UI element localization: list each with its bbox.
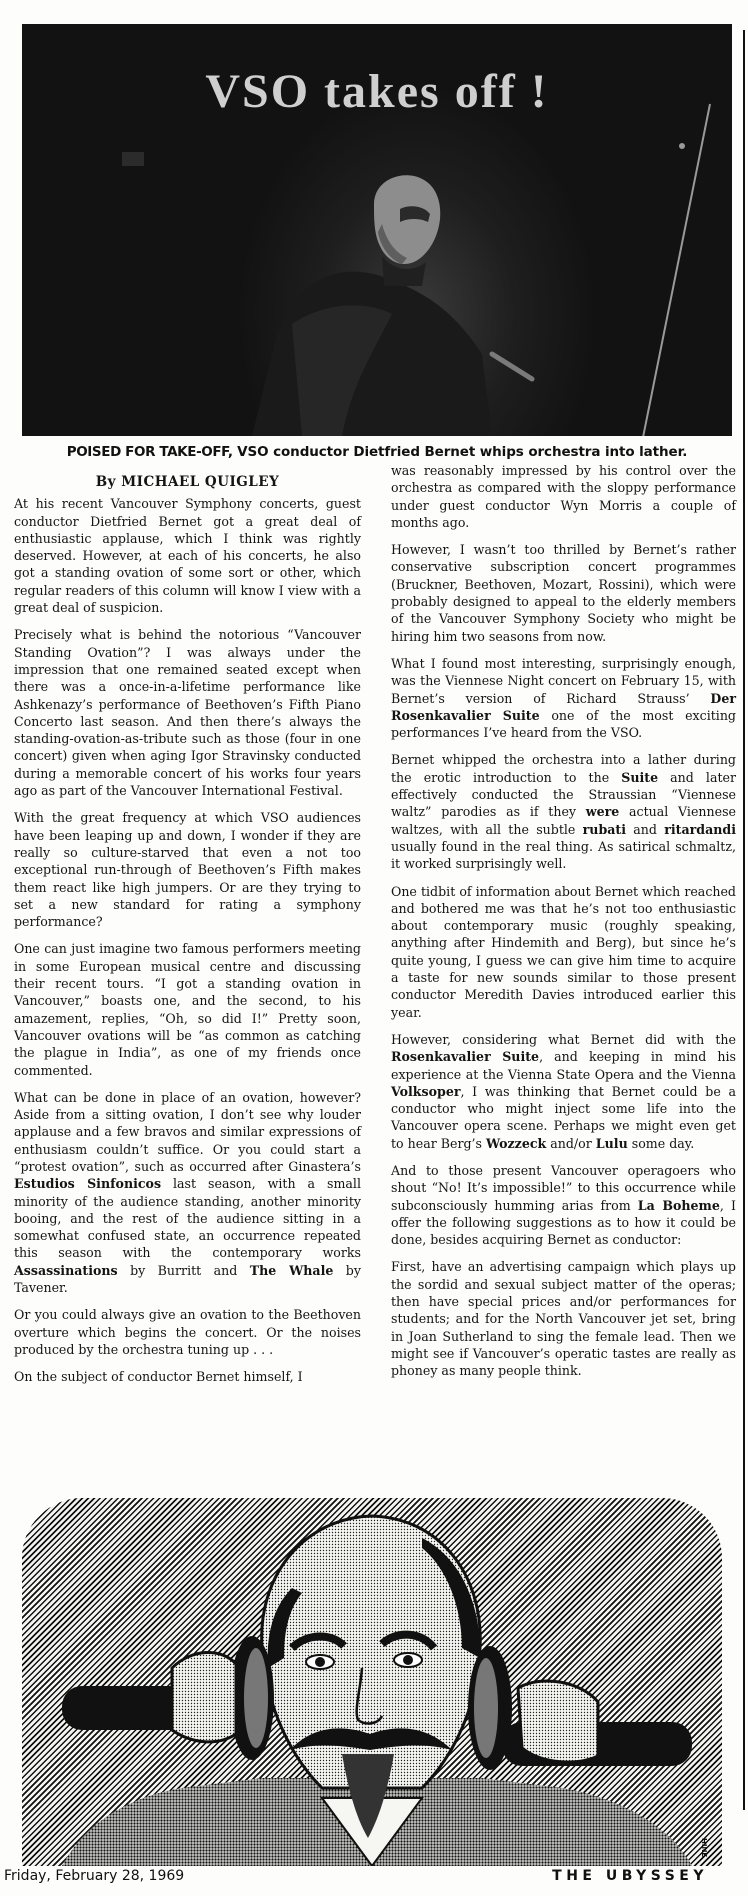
text-run: was reasonably impressed by his control over the orchestra as compared with the sloppy performance under guest conductor Wyn Morris a couple of months ago. <box>391 463 736 530</box>
text-run: One tidbit of information about Bernet which reached and bothered me was that he’s not too enthusiastic about contemporary music (roughly speaking, anything after Hindemith and Berg), but since he’s quite young, I guess we can give him time to acquire a taste for new sounds similar to those present conductor Meredith Davies introduced earlier this year. <box>391 883 736 1020</box>
byline: By MICHAEL QUIGLEY <box>95 474 280 490</box>
article-paragraph <box>14 495 361 616</box>
bearded-man-engraving <box>22 1498 722 1866</box>
work-title: Rosenkavalier Suite <box>391 1049 540 1065</box>
caption-lead: POISED FOR TAKE-OFF, <box>66 444 233 460</box>
text-run: One can just imagine two famous performers meeting in some European musical centre and discussing their recent tours. “I got a standing ovation in Vancouver,” boasts one, and the second, to his amazement, replies, “Oh, so did I!” Pretty soon, Vancouver ovations will be “as common as catching the plague in India”, as one of my friends once commented. <box>14 941 361 1078</box>
caption-text: VSO conductor Dietfried Bernet whips orchestra into lather. <box>232 444 688 460</box>
text-run: by Burritt and <box>117 1262 250 1278</box>
work-title: were <box>585 804 620 820</box>
text-run: last season, with a small minority of the audience standing, another minority booing, and the rest of the audience sitting in a somewhat confused state, an occurrence repeated this season with the contemporary works <box>14 1176 361 1261</box>
headline: VSO takes off ! <box>205 65 549 118</box>
text-run: , and keeping in mind his experience at the Vienna State Opera and the Vienna <box>391 1049 736 1082</box>
article-paragraph <box>14 940 361 1078</box>
text-run: With the great frequency at which VSO audiences have been leaping up and down, I wonder if they are really so culture-starved that even a not too exceptional run-through of Beethoven’s Fifth makes them react like high jumpers. Or are they trying to set a new standard for rating a symphony performance? <box>14 810 361 930</box>
article-paragraph <box>391 1162 736 1248</box>
newspaper-name: THE UBYSSEY <box>552 1868 708 1884</box>
text-run: and/or <box>546 1135 596 1151</box>
article-paragraph <box>14 1089 361 1297</box>
article-paragraph <box>14 626 361 799</box>
text-run: one of the most exciting performances I’ve heard from the VSO. <box>391 707 736 741</box>
text-run: and later effectively conducted the Straussian “Viennese waltz” parodies as if they <box>391 769 736 820</box>
work-title: Estudios Sinfonicos <box>14 1176 162 1192</box>
text-run: First, have an advertising campaign which plays up the sordid and sexual subject matter of the operas; then have special prices and/or performances for students; and for the North Vancouver jet set, bring in Joan Sutherland to sing the female lead. Then we might see if Vancouver’s operatic tastes are really as phoney as many people think. <box>391 1259 736 1379</box>
work-title: Der Rosenkavalier Suite <box>391 690 736 723</box>
article-paragraph <box>14 809 361 930</box>
left-paragraphs <box>14 495 361 1385</box>
issue-date: Friday, February 28, 1969 <box>4 1868 185 1884</box>
text-run: and <box>626 821 665 837</box>
text-run: Precisely what is behind the notorious “Vancouver Standing Ovation”? I was always under the impression that one remained seated except when there was a once-in-a-lifetime performance like Ashkenazy’s performance of Beethoven’s Fifth Piano Concerto last season. And then there’s always the standing-ovation-as-tribute such as those (four in one concert) given when aging Igor Stravinsky conducted during a memorable concert of his works four years ago as part of the Vancouver International Festival. <box>14 627 361 799</box>
work-title: Assassinations <box>14 1262 118 1278</box>
article-paragraph <box>391 655 736 741</box>
text-run: And to those present Vancouver operagoers who shout “No! It’s impossible!” to this occurrence while subconsciously humming arias from <box>391 1162 736 1213</box>
work-title: The Whale <box>249 1262 334 1278</box>
article-paragraph <box>391 1031 736 1152</box>
article-paragraph <box>391 462 736 531</box>
text-run: What can be done in place of an ovation, however? Aside from a sitting ovation, I don’t see why louder applause and a few bravos and similar expressions of enthusiasm couldn’t suffice. Or you could start a “protest ovation”, such as occurred after Ginastera’s <box>14 1089 361 1174</box>
text-run: However, I wasn’t too thrilled by Bernet’s rather conservative subscription concert programmes (Bruckner, Beethoven, Mozart, Rossini), which were probably designed to appeal to the elderly members of the Vancouver Symphony Society who might be hiring him two seasons from now. <box>391 542 736 644</box>
text-run: some day. <box>627 1135 695 1151</box>
work-title: La Boheme <box>637 1197 720 1213</box>
work-title: Suite <box>621 769 659 785</box>
article-paragraph <box>391 1258 736 1379</box>
text-run: However, considering what Bernet did with the <box>391 1031 736 1047</box>
photo-caption <box>22 444 732 460</box>
text-run: , I was thinking that Bernet could be a conductor who might inject some life into the Vancouver opera scene. Perhaps we might even get to hear Berg’s <box>391 1083 736 1151</box>
article-paragraph <box>14 1306 361 1358</box>
right-paragraphs <box>391 462 736 1380</box>
text-run: On the subject of conductor Bernet himself, I <box>14 1369 303 1385</box>
article-paragraph <box>391 883 736 1021</box>
text-run: usually found in the real thing. As satirical schmaltz, it worked surprisingly well. <box>391 838 736 872</box>
article-paragraph <box>391 751 736 872</box>
article-column-right <box>391 462 736 1380</box>
text-run: , I offer the following suggestions as to how it could be done, besides acquiring Bernet as conductor: <box>391 1197 737 1248</box>
work-title: ritardandi <box>664 821 736 837</box>
work-title: rubati <box>582 821 627 837</box>
text-run: What I found most interesting, surprisingly enough, was the Viennese Night concert on February 15, with Bernet’s version of Richard Strauss’ <box>391 655 736 706</box>
headphones-illustration <box>22 1498 722 1866</box>
article-paragraph <box>391 541 736 645</box>
work-title: Volksoper <box>391 1083 461 1099</box>
text-run: Bernet whipped the orchestra into a lather during the erotic introduction to the <box>391 752 736 785</box>
work-title: Wozzeck <box>486 1135 547 1151</box>
text-run: At his recent Vancouver Symphony concerts, guest conductor Dietfried Bernet got a great deal of enthusiastic applause, which I think was rightly deserved. However, at each of his concerts, he also got a standing ovation of some sort or other, which regular readers of this column will know I view with a great deal of suspicion. <box>14 496 361 616</box>
artist-signature: HINE <box>700 1838 708 1858</box>
conductor-photo <box>22 24 732 436</box>
article-paragraph <box>14 1368 361 1385</box>
text-run: Or you could always give an ovation to the Beethoven overture which begins the concert. Or the noises produced by the orchestra tuning up . . . <box>14 1307 361 1357</box>
work-title: Lulu <box>595 1135 628 1151</box>
text-run: actual Viennese waltzes, with all the subtle <box>391 804 736 837</box>
article-column-left <box>14 468 361 1386</box>
column-rule <box>743 30 745 1810</box>
text-run: by Tavener. <box>14 1262 361 1296</box>
